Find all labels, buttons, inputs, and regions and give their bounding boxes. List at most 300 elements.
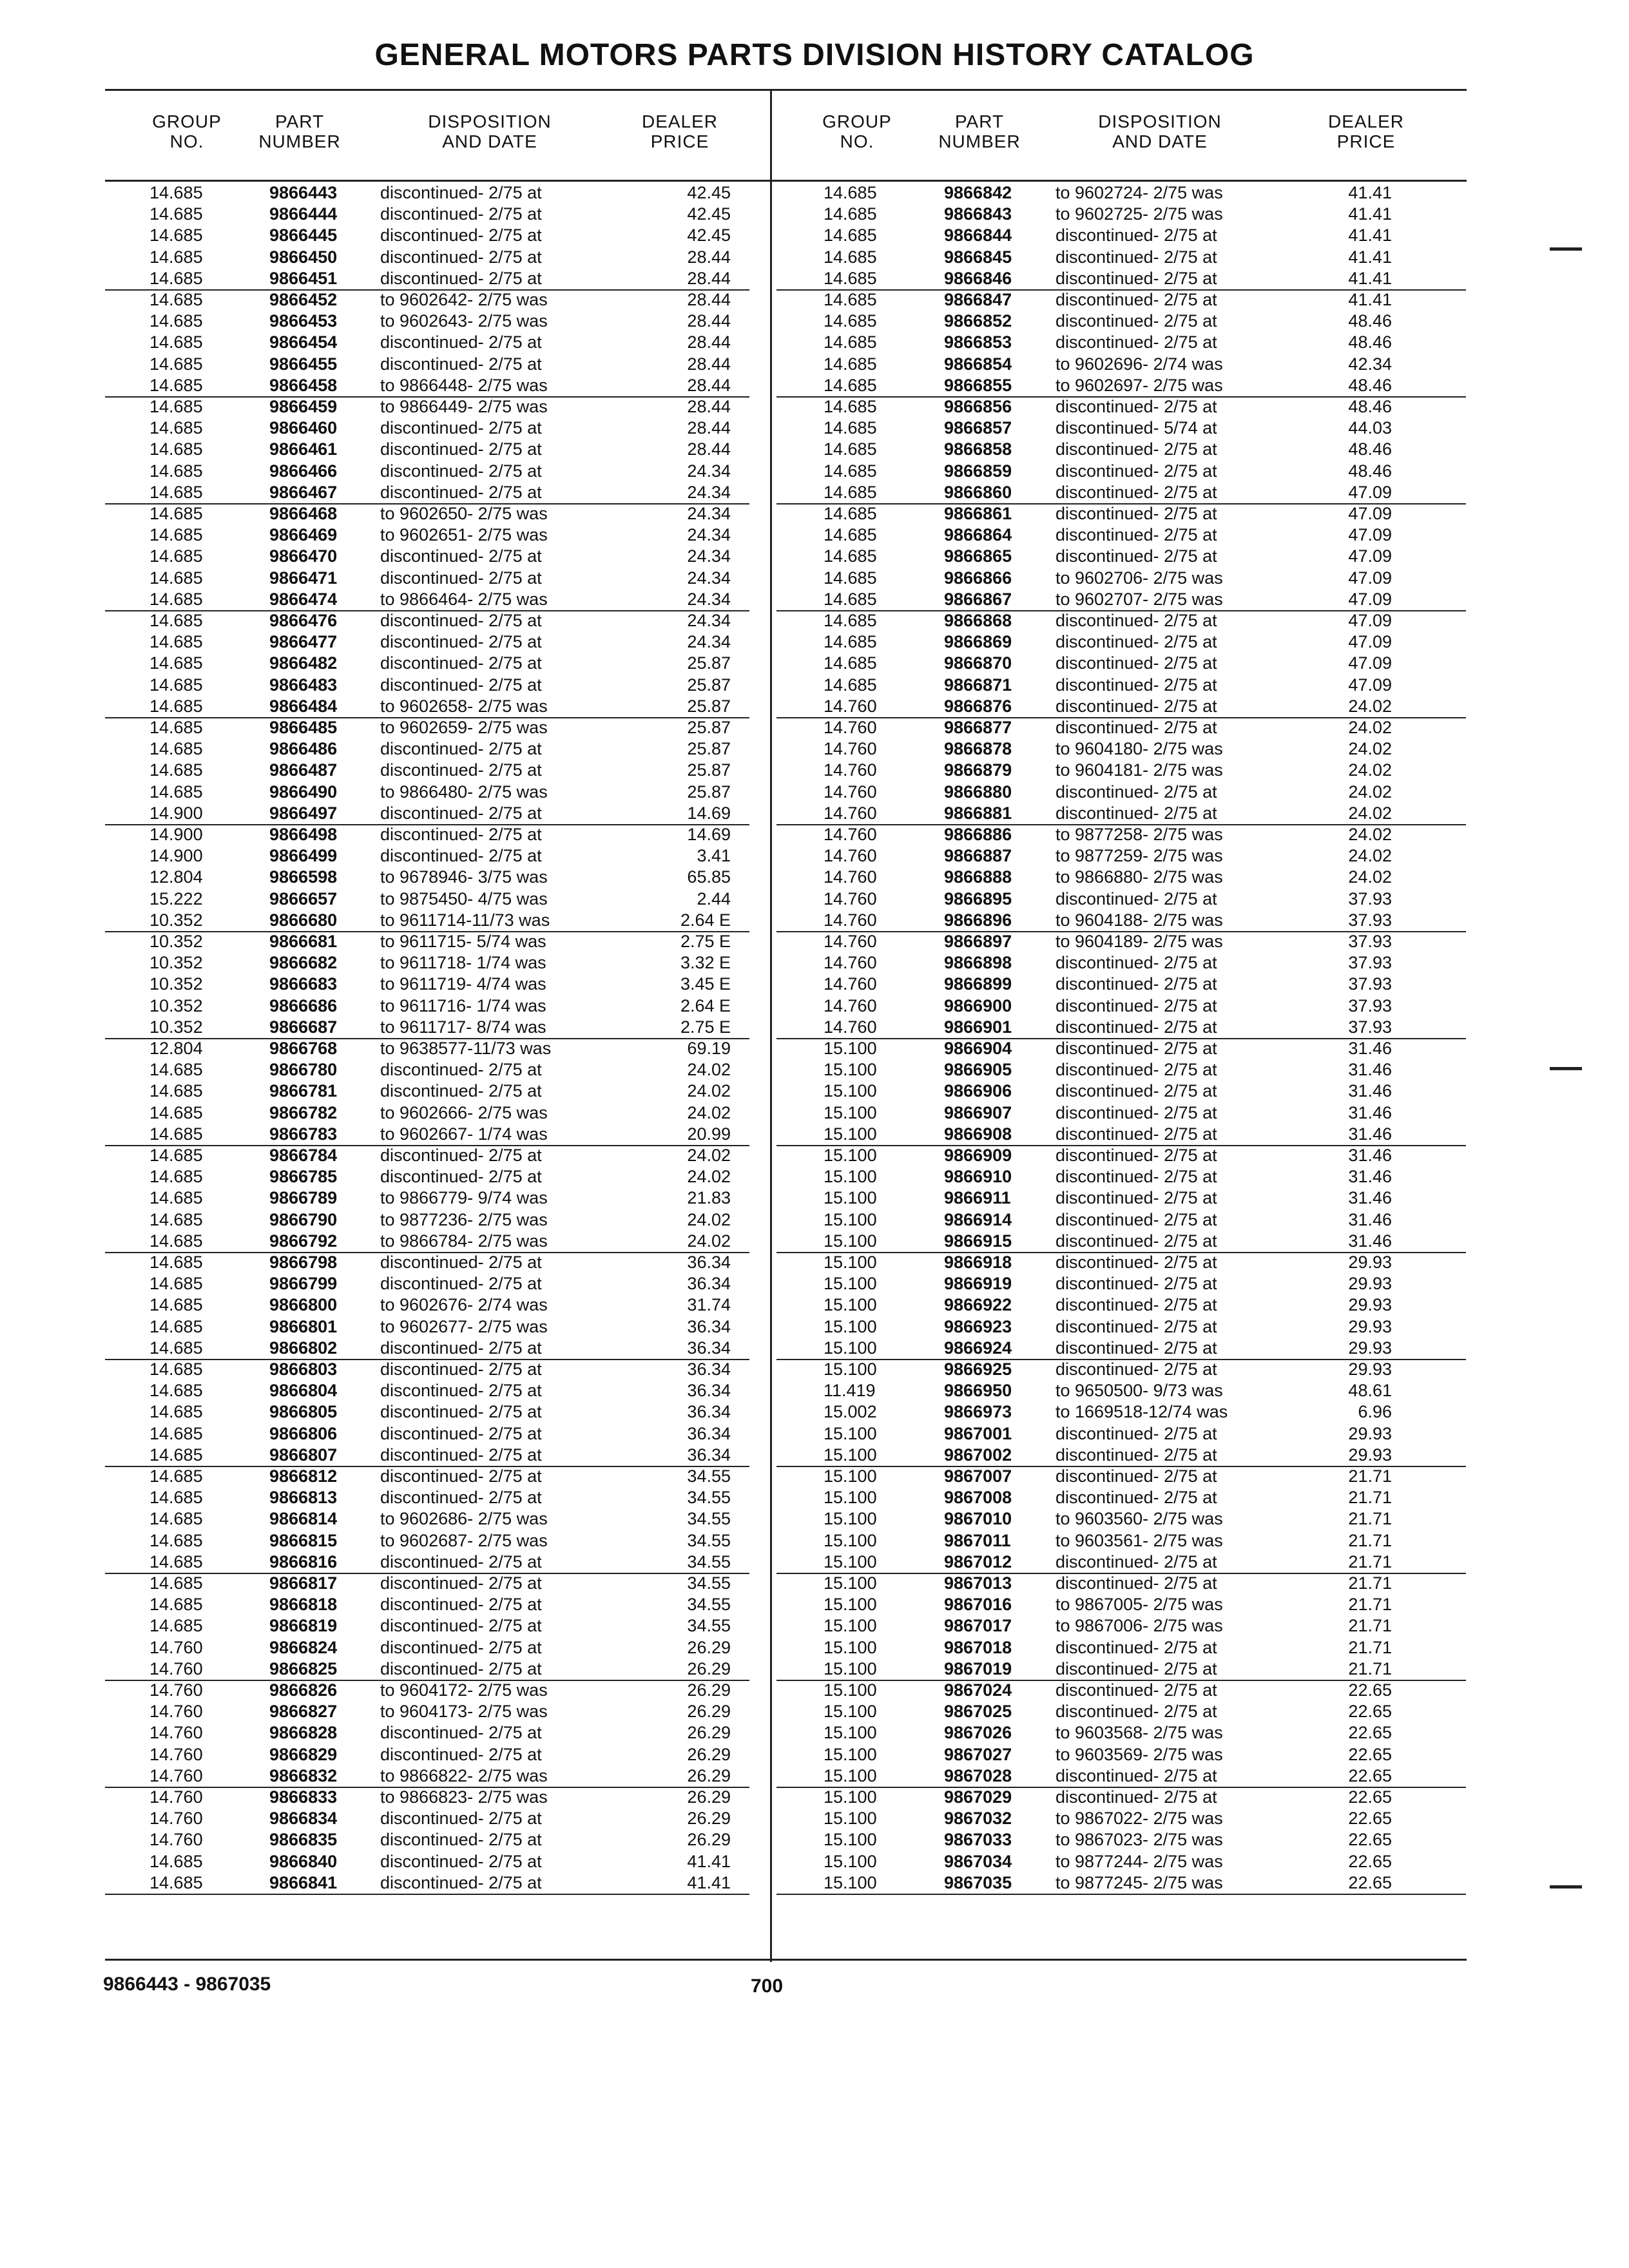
dealer-price: 37.93: [1348, 910, 1392, 930]
disposition: to 9611717- 8/74 was: [380, 1017, 546, 1037]
disposition: discontinued- 2/75 at: [380, 1445, 542, 1465]
header-group-left: [135, 111, 238, 151]
disposition: discontinued- 2/75 at: [1055, 974, 1217, 994]
group-no: 14.685: [149, 1146, 203, 1165]
table-row: [105, 268, 749, 291]
table-row: [105, 1294, 749, 1316]
dealer-price: 47.09: [1348, 632, 1392, 652]
disposition: discontinued- 2/75 at: [380, 568, 542, 588]
group-no: 14.760: [824, 803, 877, 823]
dealer-price: 3.45 E: [680, 974, 731, 994]
group-no: 14.685: [824, 461, 877, 481]
table-row: [105, 1808, 749, 1829]
disposition: discontinued- 2/75 at: [380, 1552, 542, 1571]
margin-mark: [1550, 1885, 1582, 1888]
table-row: [776, 418, 1466, 439]
header-price-line2: PRICE: [650, 131, 709, 151]
group-no: 14.685: [149, 504, 203, 523]
part-number: 9866801: [269, 1316, 338, 1336]
dealer-price: 44.03: [1348, 418, 1392, 438]
dealer-price: 31.46: [1348, 1231, 1392, 1251]
dealer-price: 24.34: [687, 482, 731, 502]
group-no: 15.100: [824, 1595, 877, 1615]
part-number: 9866458: [269, 375, 338, 395]
group-no: 10.352: [149, 932, 203, 951]
part-number: 9866922: [944, 1295, 1012, 1315]
part-number: 9866918: [944, 1253, 1012, 1272]
table-row: [105, 1401, 749, 1423]
part-number: 9866498: [269, 825, 338, 844]
header-price-line1: DEALER: [641, 111, 718, 131]
group-no: 14.685: [149, 1231, 203, 1251]
header-price-line2: PRICE: [1336, 131, 1396, 151]
part-number: 9866907: [944, 1102, 1012, 1122]
group-no: 14.760: [824, 889, 877, 908]
part-number: 9866879: [944, 760, 1012, 780]
table-row: [776, 631, 1466, 653]
part-number: 9866901: [944, 1017, 1012, 1037]
dealer-price: 47.09: [1348, 546, 1392, 566]
disposition: to 9866784- 2/75 was: [380, 1231, 548, 1251]
group-no: 15.002: [824, 1402, 877, 1422]
dealer-price: 28.44: [687, 439, 731, 459]
table-row: [776, 1637, 1466, 1658]
disposition: to 9602676- 2/74 was: [380, 1295, 548, 1315]
part-number: 9866914: [944, 1209, 1012, 1229]
group-no: 14.760: [824, 995, 877, 1015]
part-number: 9866471: [269, 568, 338, 588]
group-no: 14.760: [824, 739, 877, 759]
disposition: discontinued- 2/75 at: [380, 1851, 542, 1871]
table-row: [105, 952, 749, 974]
part-number: 9866887: [944, 846, 1012, 866]
table-row: [105, 782, 749, 803]
table-row: [105, 546, 749, 567]
part-number: 9867012: [944, 1552, 1012, 1571]
part-number: 9866896: [944, 910, 1012, 930]
part-number: 9867007: [944, 1466, 1012, 1486]
part-number: 9866445: [269, 226, 338, 245]
table-row: [776, 782, 1466, 803]
group-no: 14.760: [149, 1723, 203, 1743]
group-no: 14.685: [824, 653, 877, 673]
part-number: 9866950: [944, 1381, 1012, 1401]
dealer-price: 28.44: [687, 290, 731, 309]
dealer-price: 26.29: [687, 1830, 731, 1850]
dealer-price: 31.46: [1348, 1209, 1392, 1229]
part-number: 9866847: [944, 290, 1012, 309]
group-no: 15.100: [824, 1744, 877, 1764]
part-number: 9866845: [944, 247, 1012, 267]
dealer-price: 29.93: [1348, 1338, 1392, 1358]
group-no: 15.100: [824, 1316, 877, 1336]
table-row: [105, 182, 749, 204]
part-number: 9866973: [944, 1402, 1012, 1422]
table-row: [776, 182, 1466, 204]
group-no: 15.100: [824, 1488, 877, 1508]
group-no: 14.760: [824, 974, 877, 994]
table-row: [776, 1872, 1466, 1895]
group-no: 14.760: [149, 1809, 203, 1829]
part-number: 9866878: [944, 739, 1012, 759]
disposition: discontinued- 2/75 at: [380, 1146, 542, 1165]
group-no: 14.900: [149, 803, 203, 823]
group-no: 14.685: [149, 1360, 203, 1379]
group-no: 15.100: [824, 1723, 877, 1743]
disposition: to 9877259- 2/75 was: [1055, 846, 1223, 866]
group-no: 10.352: [149, 974, 203, 994]
group-no: 14.685: [824, 546, 877, 566]
disposition: discontinued- 2/75 at: [380, 1723, 542, 1743]
column-divider: [770, 89, 772, 1962]
disposition: discontinued- 2/75 at: [380, 1466, 542, 1486]
group-no: 14.760: [824, 932, 877, 951]
disposition: to 9603568- 2/75 was: [1055, 1723, 1223, 1743]
disposition: discontinued- 2/75 at: [1055, 1765, 1217, 1785]
disposition: to 9877245- 2/75 was: [1055, 1872, 1223, 1892]
group-no: 14.685: [149, 546, 203, 566]
group-no: 14.685: [824, 589, 877, 609]
group-no: 14.685: [149, 418, 203, 438]
group-no: 14.900: [149, 846, 203, 866]
table-row: [105, 204, 749, 225]
group-no: 14.685: [824, 675, 877, 695]
dealer-price: 29.93: [1348, 1360, 1392, 1379]
disposition: to 9867006- 2/75 was: [1055, 1616, 1223, 1636]
table-row: [776, 225, 1466, 246]
dealer-price: 47.09: [1348, 504, 1392, 523]
table-row: [776, 375, 1466, 398]
table-row: [776, 568, 1466, 589]
header-bottom-rule: [105, 180, 1467, 182]
disposition: discontinued- 2/75 at: [1055, 1124, 1217, 1144]
table-row: [105, 1316, 749, 1338]
disposition: discontinued- 2/75 at: [380, 1423, 542, 1443]
disposition: discontinued- 2/75 at: [1055, 718, 1217, 737]
table-row: [105, 1487, 749, 1508]
part-number: 9867033: [944, 1830, 1012, 1850]
part-number: 9866490: [269, 782, 338, 802]
table-row: [776, 1252, 1466, 1273]
dealer-price: 25.87: [687, 760, 731, 780]
footer-part-range: 9866443 - 9867035: [103, 1974, 271, 1995]
disposition: to 9604189- 2/75 was: [1055, 932, 1223, 951]
dealer-price: 37.93: [1348, 953, 1392, 973]
table-row: [776, 696, 1466, 718]
part-number: 9866906: [944, 1081, 1012, 1101]
header-group-line1: GROUP: [152, 111, 222, 131]
part-number: 9867011: [944, 1530, 1011, 1550]
group-no: 14.760: [149, 1637, 203, 1657]
group-no: 10.352: [149, 910, 203, 930]
group-no: 14.685: [824, 611, 877, 630]
table-row: [105, 1209, 749, 1231]
dealer-price: 29.93: [1348, 1445, 1392, 1465]
dealer-price: 47.09: [1348, 675, 1392, 695]
table-row: [776, 546, 1466, 567]
disposition: to 9602650- 2/75 was: [380, 504, 548, 523]
dealer-price: 26.29: [687, 1680, 731, 1700]
group-no: 14.685: [824, 568, 877, 588]
group-no: 10.352: [149, 1017, 203, 1037]
disposition: discontinued- 2/75 at: [380, 418, 542, 438]
disposition: to 9866448- 2/75 was: [380, 375, 548, 395]
disposition: discontinued- 2/75 at: [380, 461, 542, 481]
group-no: 14.760: [824, 1017, 877, 1037]
part-number: 9866834: [269, 1809, 338, 1829]
dealer-price: 28.44: [687, 311, 731, 331]
part-number: 9866880: [944, 782, 1012, 802]
dealer-price: 29.93: [1348, 1253, 1392, 1272]
dealer-price: 28.44: [687, 332, 731, 352]
group-no: 14.685: [149, 589, 203, 609]
dealer-price: 29.93: [1348, 1423, 1392, 1443]
group-no: 15.100: [824, 1830, 877, 1850]
table-row: [776, 1530, 1466, 1552]
dealer-price: 48.46: [1348, 461, 1392, 481]
disposition: discontinued- 2/75 at: [380, 226, 542, 245]
group-no: 15.100: [824, 1146, 877, 1165]
table-row: [776, 289, 1466, 311]
table-row: [105, 1851, 749, 1872]
dealer-price: 24.34: [687, 632, 731, 652]
table-row: [105, 568, 749, 589]
group-no: 14.685: [149, 718, 203, 737]
disposition: discontinued- 2/75 at: [380, 183, 542, 202]
disposition: to 9602706- 2/75 was: [1055, 568, 1223, 588]
table-row: [105, 1508, 749, 1530]
group-no: 14.685: [149, 482, 203, 502]
group-no: 14.685: [149, 1851, 203, 1871]
part-number: 9866898: [944, 953, 1012, 973]
disposition: to 9678946- 3/75 was: [380, 867, 548, 887]
disposition: to 9866779- 9/74 was: [380, 1188, 548, 1208]
table-row: [105, 824, 749, 845]
table-row: [105, 631, 749, 653]
group-no: 11.419: [824, 1381, 876, 1401]
dealer-price: 41.41: [1348, 268, 1392, 288]
part-number: 9866855: [944, 375, 1012, 395]
disposition: to 9602686- 2/75 was: [380, 1509, 548, 1529]
part-number: 9866846: [944, 268, 1012, 288]
part-number: 9866871: [944, 675, 1012, 695]
disposition: discontinued- 2/75 at: [1055, 461, 1217, 481]
table-row: [105, 867, 749, 888]
table-row: [105, 1680, 749, 1701]
part-number: 9866687: [269, 1017, 338, 1037]
group-no: 15.100: [824, 1573, 877, 1593]
group-no: 14.685: [824, 226, 877, 245]
group-no: 14.685: [149, 1423, 203, 1443]
dealer-price: 21.71: [1348, 1466, 1392, 1486]
dealer-price: 24.02: [687, 1231, 731, 1251]
part-number: 9866861: [944, 504, 1012, 523]
dealer-price: 37.93: [1348, 889, 1392, 908]
part-number: 9866469: [269, 525, 338, 545]
part-number: 9866814: [269, 1509, 338, 1529]
disposition: discontinued- 2/75 at: [1055, 675, 1217, 695]
group-no: 15.100: [824, 1787, 877, 1807]
dealer-price: 36.34: [687, 1381, 731, 1401]
part-number: 9866886: [944, 825, 1012, 844]
disposition: discontinued- 2/75 at: [1055, 546, 1217, 566]
dealer-price: 14.69: [687, 825, 731, 844]
disposition: to 9638577-11/73 was: [380, 1039, 552, 1058]
group-no: 15.100: [824, 1552, 877, 1571]
part-number: 9866852: [944, 311, 1012, 331]
disposition: to 9866480- 2/75 was: [380, 782, 548, 802]
dealer-price: 26.29: [687, 1787, 731, 1807]
group-no: 14.685: [149, 1381, 203, 1401]
group-no: 15.100: [824, 1530, 877, 1550]
table-row: [776, 1680, 1466, 1701]
dealer-price: 41.41: [687, 1872, 731, 1892]
part-number: 9866802: [269, 1338, 338, 1358]
table-row: [776, 1316, 1466, 1338]
table-row: [105, 1445, 749, 1467]
table-row: [776, 1081, 1466, 1102]
dealer-price: 25.87: [687, 718, 731, 737]
table-row: [105, 995, 749, 1017]
table-row: [776, 952, 1466, 974]
part-number: 9866768: [269, 1039, 338, 1058]
table-row: [776, 439, 1466, 460]
part-number: 9866881: [944, 803, 1012, 823]
disposition: discontinued- 2/75 at: [380, 1274, 542, 1294]
table-row: [105, 1744, 749, 1765]
group-no: 15.100: [824, 1616, 877, 1636]
table-row: [105, 1872, 749, 1895]
dealer-price: 41.41: [1348, 247, 1392, 267]
table-row: [776, 461, 1466, 482]
disposition: discontinued- 2/75 at: [1055, 889, 1217, 908]
disposition: discontinued- 2/75 at: [380, 653, 542, 673]
part-number: 9867019: [944, 1658, 1012, 1678]
group-no: 14.685: [824, 247, 877, 267]
table-row: [105, 1338, 749, 1360]
dealer-price: 37.93: [1348, 974, 1392, 994]
group-no: 14.685: [149, 183, 203, 202]
part-number: 9866477: [269, 632, 338, 652]
group-no: 14.685: [149, 1209, 203, 1229]
group-no: 14.685: [149, 1530, 203, 1550]
group-no: 14.760: [824, 696, 877, 716]
part-number: 9867024: [944, 1680, 1012, 1700]
disposition: discontinued- 2/75 at: [1055, 1637, 1217, 1657]
group-no: 14.685: [149, 1466, 203, 1486]
part-number: 9866864: [944, 525, 1012, 545]
disposition: to 9602725- 2/75 was: [1055, 204, 1223, 224]
disposition: to 9602666- 2/75 was: [380, 1102, 548, 1122]
disposition: to 9604173- 2/75 was: [380, 1702, 548, 1722]
part-number: 9866798: [269, 1253, 338, 1272]
disposition: discontinued- 2/75 at: [380, 354, 542, 374]
table-row: [105, 332, 749, 353]
group-no: 15.100: [824, 1188, 877, 1208]
dealer-price: 34.55: [687, 1573, 731, 1593]
disposition: discontinued- 2/75 at: [1055, 653, 1217, 673]
part-number: 9866453: [269, 311, 338, 331]
disposition: discontinued- 2/75 at: [380, 1830, 542, 1850]
table-row: [105, 1359, 749, 1380]
disposition: discontinued- 2/75 at: [380, 1253, 542, 1272]
part-number: 9866803: [269, 1360, 338, 1379]
margin-mark: [1550, 247, 1582, 251]
dealer-price: 31.46: [1348, 1039, 1392, 1058]
part-number: 9866783: [269, 1124, 338, 1144]
group-no: 14.760: [824, 910, 877, 930]
group-no: 14.685: [149, 1167, 203, 1187]
group-no: 14.760: [824, 718, 877, 737]
dealer-price: 28.44: [687, 247, 731, 267]
group-no: 14.685: [824, 632, 877, 652]
disposition: discontinued- 2/75 at: [1055, 1060, 1217, 1080]
disposition: discontinued- 2/75 at: [1055, 268, 1217, 288]
dealer-price: 24.34: [687, 589, 731, 609]
group-no: 14.685: [824, 332, 877, 352]
group-no: 14.685: [149, 1488, 203, 1508]
dealer-price: 48.46: [1348, 311, 1392, 331]
group-no: 15.222: [149, 889, 203, 908]
part-number: 9866860: [944, 482, 1012, 502]
table-row: [776, 268, 1466, 291]
dealer-price: 41.41: [687, 1851, 731, 1871]
table-row: [776, 1209, 1466, 1231]
disposition: discontinued- 2/75 at: [1055, 611, 1217, 630]
dealer-price: 42.45: [687, 204, 731, 224]
part-number: 9866682: [269, 953, 338, 973]
disposition: discontinued- 2/75 at: [380, 332, 542, 352]
table-row: [105, 289, 749, 311]
part-number: 9866452: [269, 290, 338, 309]
dealer-price: 25.87: [687, 739, 731, 759]
group-no: 14.685: [149, 461, 203, 481]
part-number: 9867026: [944, 1723, 1012, 1743]
disposition: to 9611715- 5/74 was: [380, 932, 546, 951]
disposition: discontinued- 2/75 at: [1055, 226, 1217, 245]
dealer-price: 2.75 E: [680, 1017, 731, 1037]
disposition: discontinued- 2/75 at: [380, 1872, 542, 1892]
table-row: [776, 524, 1466, 546]
group-no: 14.685: [824, 418, 877, 438]
table-row: [105, 845, 749, 867]
group-no: 14.685: [149, 1595, 203, 1615]
header-price-left: [631, 111, 728, 151]
table-row: [776, 974, 1466, 995]
dealer-price: 47.09: [1348, 653, 1392, 673]
dealer-price: 21.71: [1348, 1616, 1392, 1636]
group-no: 10.352: [149, 995, 203, 1015]
part-number: 9866909: [944, 1146, 1012, 1165]
part-number: 9866443: [269, 183, 338, 202]
table-row: [776, 1059, 1466, 1081]
part-number: 9866483: [269, 675, 338, 695]
table-row: [776, 396, 1466, 418]
group-no: 14.685: [824, 290, 877, 309]
disposition: discontinued- 2/75 at: [380, 439, 542, 459]
disposition: discontinued- 2/75 at: [380, 803, 542, 823]
dealer-price: 29.93: [1348, 1274, 1392, 1294]
dealer-price: 47.09: [1348, 611, 1392, 630]
disposition: to 9603561- 2/75 was: [1055, 1530, 1223, 1550]
table-row: [105, 1017, 749, 1039]
group-no: 14.760: [149, 1744, 203, 1764]
disposition: discontinued- 2/75 at: [380, 1381, 542, 1401]
disposition: to 9611716- 1/74 was: [380, 995, 546, 1015]
table-row: [105, 1765, 749, 1788]
table-row: [105, 247, 749, 268]
group-no: 14.685: [149, 1509, 203, 1529]
